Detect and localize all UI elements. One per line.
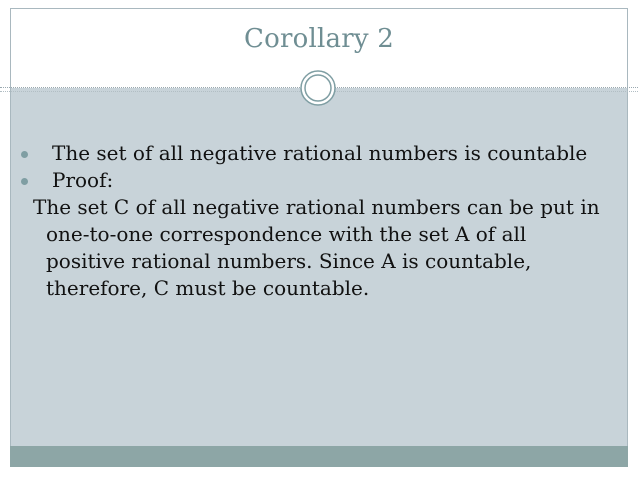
slide-title: Corollary 2 bbox=[244, 24, 394, 54]
footer-band bbox=[10, 446, 628, 467]
dot-bullet-icon bbox=[21, 178, 28, 185]
paragraph-line: positive rational numbers. Since A is countable, bbox=[46, 249, 532, 273]
dot-bullet-icon bbox=[21, 151, 28, 158]
slide-body bbox=[33, 140, 623, 302]
paragraph-line: one-to-one correspondence with the set A of all bbox=[46, 222, 527, 246]
bullet-text: The set of all negative rational numbers is countable bbox=[52, 141, 588, 165]
double-ring-icon bbox=[300, 70, 336, 106]
paragraph-line: therefore, C must be countable. bbox=[46, 276, 370, 300]
bullet-item bbox=[33, 140, 623, 167]
paragraph-line: The set C of all negative rational numbers can be put in bbox=[33, 195, 600, 219]
proof-paragraph bbox=[33, 194, 623, 302]
bullet-item bbox=[33, 167, 623, 194]
bullet-text: Proof: bbox=[52, 168, 114, 192]
